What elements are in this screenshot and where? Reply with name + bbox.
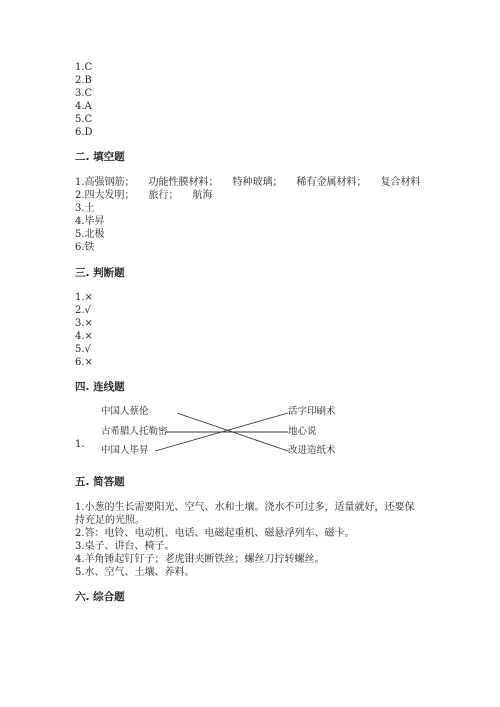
short-answer-line-3: 2.答：电铃、电动机、电话、电磁起重机、磁悬浮列车、磁卡。 [75,528,355,539]
fill-blank-line-2 [75,190,213,202]
true-false-heading: 三. 判断题 [75,267,125,279]
match-left-2: 古希腊人托勒密 [101,426,168,437]
short-answer-line-6: 5.水、空气、土壤、养料。 [75,567,195,578]
matching-diagram [95,404,355,460]
true-false-answer-1: 1.× [75,292,93,303]
fill-blank-1-e: 复合材料 [380,177,421,188]
choice-answer-3: 3.C [75,88,93,99]
short-answer-line-5: 4.羊角锤起钉钉子；老虎钳夹断铁丝；螺丝刀拧转螺丝。 [75,554,325,565]
fill-blank-1-d: 稀有金属材料； [296,177,367,188]
true-false-answer-2: 2.√ [75,305,91,316]
fill-blank-line-3: 3.土 [75,203,95,214]
true-false-answer-5: 5.√ [75,344,91,355]
fill-blank-2-a: 2.四大发明； [75,190,135,201]
fill-blank-line-5: 5.北极 [75,229,105,240]
fill-blank-line-6: 6.铁 [75,242,95,253]
fill-blank-1-b: 功能性膜材料； [148,177,219,188]
short-answer-line-2: 持充足的光照。 [75,515,145,526]
choice-answer-4: 4.A [75,101,92,112]
choice-answer-1: 1.C [75,62,93,73]
match-connector-lines [95,404,355,460]
matching-heading: 四. 连线题 [75,381,125,393]
choice-answer-5: 5.C [75,114,93,125]
fill-blank-2-b: 旅行； [148,190,179,201]
true-false-answer-4: 4.× [75,331,93,342]
true-false-answer-3: 3.× [75,318,93,329]
matching-question-number: 1. [75,439,85,450]
choice-answer-6: 6.D [75,127,93,138]
match-right-3: 改进造纸术 [288,445,336,456]
match-left-3: 中国人毕昇 [101,445,149,456]
fill-blank-1-c: 特种玻璃； [232,177,283,188]
fill-blank-heading: 二. 填空题 [75,151,125,163]
fill-blank-2-c: 航海 [192,190,213,201]
match-right-1: 活字印刷术 [288,406,336,417]
fill-blank-1-a: 1.高强钢筋； [75,177,135,188]
fill-blank-line-4: 4.毕昇 [75,216,105,227]
short-answer-heading: 五. 简答题 [75,476,125,488]
short-answer-line-1: 1.小葱的生长需要阳光、空气、水和土壤。浇水不可过多，适量就好，还要保 [75,502,415,513]
match-right-2: 地心说 [288,426,317,437]
match-left-1: 中国人蔡伦 [101,406,149,417]
short-answer-line-4: 3.桌子、讲台、椅子。 [75,541,175,552]
true-false-answer-6: 6.× [75,357,93,368]
comprehensive-heading: 六. 综合题 [75,591,125,603]
fill-blank-line-1 [75,177,421,189]
choice-answer-2: 2.B [75,75,92,86]
